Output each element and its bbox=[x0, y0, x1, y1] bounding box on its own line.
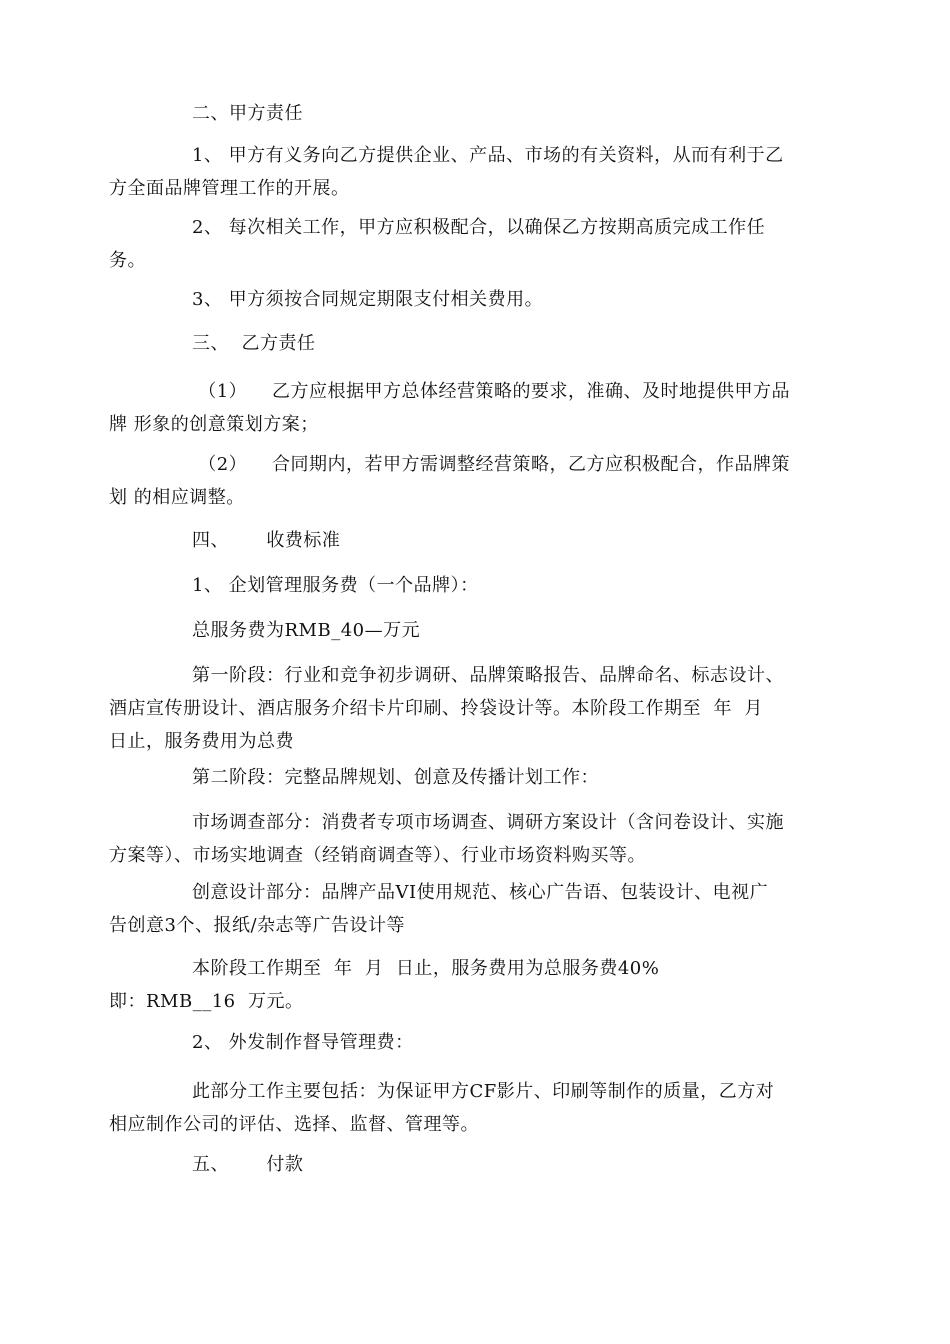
paragraph-line: 3、 甲方须按合同规定期限支付相关费用。 bbox=[192, 289, 544, 310]
paragraph-party-b-item-1 bbox=[109, 375, 849, 441]
paragraph-line: 相应制作公司的评估、选择、监督、管理等。 bbox=[109, 1114, 479, 1135]
heading-text: 二、甲方责任 bbox=[192, 103, 303, 124]
paragraph-line: （2） 合同期内，若甲方需调整经营策略，乙方应积极配合，作品牌策 bbox=[192, 454, 791, 475]
paragraph-line: 总服务费为RMB_40—万元 bbox=[192, 620, 421, 641]
heading-text: 五、 付款 bbox=[192, 1154, 304, 1175]
paragraph-stage-period bbox=[109, 952, 849, 1018]
section-heading-party-b-duties bbox=[109, 327, 849, 360]
section-heading-fee-standard bbox=[109, 524, 849, 557]
paragraph-line: （1） 乙方应根据甲方总体经营策略的要求，准确、及时地提供甲方品 bbox=[192, 381, 791, 402]
paragraph-line: 创意设计部分：品牌产品VI使用规范、核心广告语、包装设计、电视广 bbox=[192, 882, 769, 903]
paragraph-line: 2、 每次相关工作，甲方应积极配合，以确保乙方按期高质完成工作任 bbox=[192, 217, 766, 238]
paragraph-line: 牌 形象的创意策划方案； bbox=[109, 414, 319, 435]
paragraph-line: 2、 外发制作督导管理费： bbox=[192, 1032, 414, 1053]
paragraph-stage-1 bbox=[109, 659, 849, 758]
paragraph-line: 即：RMB__16 万元。 bbox=[109, 991, 304, 1012]
section-heading-payment bbox=[109, 1148, 849, 1181]
paragraph-line: 此部分工作主要包括：为保证甲方CF影片、印刷等制作的质量，乙方对 bbox=[192, 1081, 775, 1102]
paragraph-line: 告创意3个、报纸/杂志等广告设计等 bbox=[109, 915, 406, 936]
paragraph-line: 日止，服务费用为总费 bbox=[109, 731, 294, 752]
paragraph-line: 本阶段工作期至 年 月 日止，服务费用为总服务费40% bbox=[192, 958, 660, 979]
paragraph-fee-item-1 bbox=[109, 569, 849, 602]
paragraph-line: 市场调查部分：消费者专项市场调查、调研方案设计（含问卷设计、实施 bbox=[192, 812, 784, 833]
paragraph-line: 方案等）、市场实地调查（经销商调查等）、行业市场资料购买等。 bbox=[109, 845, 646, 866]
paragraph-line: 1、 甲方有义务向乙方提供企业、产品、市场的有关资料，从而有利于乙 bbox=[192, 145, 784, 166]
paragraph-line: 方全面品牌管理工作的开展。 bbox=[109, 178, 350, 199]
paragraph-fee-item-2-description bbox=[109, 1075, 849, 1141]
paragraph-market-research bbox=[109, 806, 849, 872]
paragraph-stage-2 bbox=[109, 761, 849, 794]
paragraph-total-fee bbox=[109, 614, 849, 647]
paragraph-line: 第二阶段：完整品牌规划、创意及传播计划工作： bbox=[192, 767, 599, 788]
paragraph-line: 酒店宣传册设计、酒店服务介绍卡片印刷、拎袋设计等。本阶段工作期至 年 月 bbox=[109, 698, 763, 719]
paragraph-line: 1、 企划管理服务费（一个品牌）： bbox=[192, 575, 479, 596]
paragraph-line: 第一阶段：行业和竞争初步调研、品牌策略报告、品牌命名、标志设计、 bbox=[192, 665, 784, 686]
paragraph-line: 划 的相应调整。 bbox=[109, 487, 245, 508]
heading-text: 四、 收费标准 bbox=[192, 530, 341, 551]
paragraph-party-a-item-2 bbox=[109, 211, 849, 277]
paragraph-party-a-item-1 bbox=[109, 139, 849, 205]
paragraph-party-b-item-2 bbox=[109, 448, 849, 514]
paragraph-fee-item-2 bbox=[109, 1026, 849, 1059]
paragraph-creative-design bbox=[109, 876, 849, 942]
heading-text: 三、 乙方责任 bbox=[192, 333, 316, 354]
paragraph-party-a-item-3 bbox=[109, 283, 849, 316]
paragraph-line: 务。 bbox=[109, 250, 146, 271]
section-heading-party-a-duties bbox=[109, 97, 849, 130]
